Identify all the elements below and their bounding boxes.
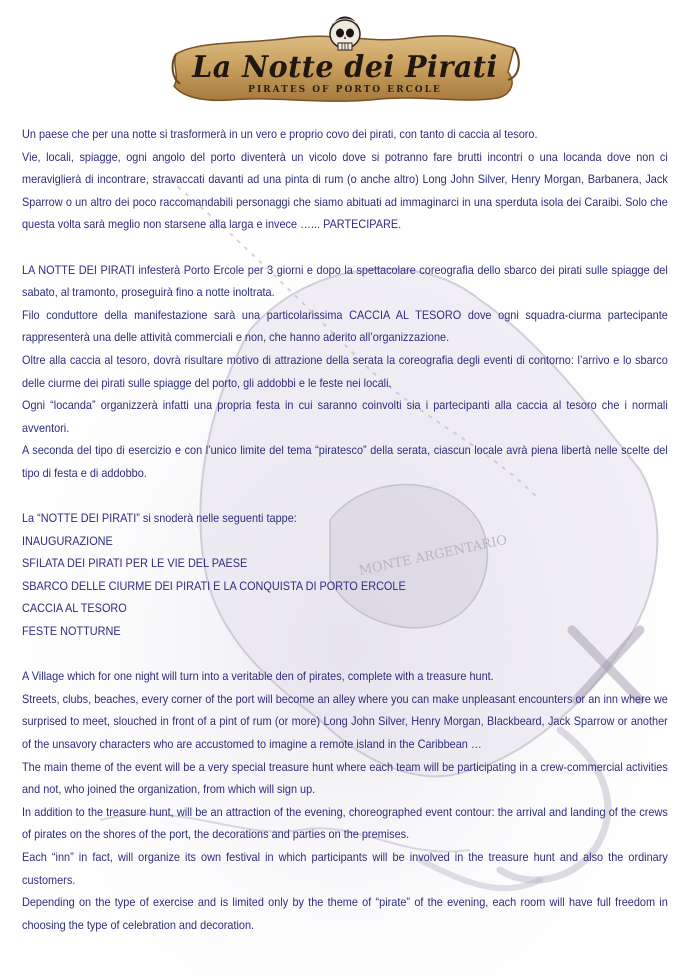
event-stage: FESTE NOTTURNE xyxy=(22,625,121,639)
paragraph: Depending on the type of exercise and is limited only by the theme of “pirate” of the evening, each room will have full freedom in choosing the type of celebration and decoration. xyxy=(22,896,668,932)
paragraph: Filo conduttore della manifestazione sarà una particolarissima CACCIA AL TESORO dove ogni squadra-ciurma partecipante rappresenterà una delle attività commerciali e non, che hanno aderito all’organizzazione. xyxy=(22,308,668,345)
paragraph: The main theme of the event will be a very special treasure hunt where each team will be participating in a crew-commercial activities and not, who joined the organization, from which will sign up. xyxy=(22,760,668,797)
event-stage: CACCIA AL TESORO xyxy=(22,602,127,616)
paragraph: A seconda del tipo di esercizio e con l’unico limite del tema “piratesco” della serata, ciascun locale avrà piena libertà nelle scelte del tipo di festa e di addobbo. xyxy=(22,444,668,480)
banner-subtitle: PIRATES OF PORTO ERCOLE xyxy=(248,85,442,95)
map-label: MONTE ARGENTARIO xyxy=(357,532,509,579)
spacer xyxy=(22,644,668,667)
spacer xyxy=(22,237,668,260)
event-stage: SBARCO DELLE CIURME DEI PIRATI E LA CONQUISTA DI PORTO ERCOLE xyxy=(22,579,406,593)
paragraph: Ogni “locanda” organizzerà infatti una propria festa in cui saranno coinvolti sia i partecipanti alla caccia al tesoro che i normali avventori. xyxy=(22,399,668,435)
event-stage: SFILATA DEI PIRATI PER LE VIE DEL PAESE xyxy=(22,557,248,571)
paragraph: Each “inn” in fact, will organize its own festival in which participants will be involved in the treasure hunt and also the ordinary customers. xyxy=(22,851,668,887)
paragraph: Oltre alla caccia al tesoro, dovrà risultare motivo di attrazione della serata la coreografia degli eventi di contorno: l’arrivo e lo sbarco delle ciurme dei pirati sulle spiagge del porto, gli addobbi e le feste nei locali. xyxy=(22,353,668,390)
paragraph: Vie, locali, spiagge, ogni angolo del porto diventerà un vicolo dove si potranno fare brutti incontri o una locanda dove non ci meraviglierà di incontrare, stravaccati davanti ad una pinta di rum (o anche altro) Long John Silver, Henry Morgan, Barbanera, Jack Sparrow o un altro dei poco raccomandabili personaggi che siamo abituati ad immaginarci in una sperduta isola dei Caraibi. Solo che questa volta sarà meglio non starsene alla larga e invece …... PARTECIPARE. xyxy=(22,150,668,232)
paragraph: La “NOTTE DEI PIRATI” si snoderà nelle seguenti tappe: xyxy=(22,512,297,526)
paragraph: LA NOTTE DEI PIRATI infesterà Porto Ercole per 3 giorni e dopo la spettacolare coreografia dello sbarco dei pirati sulle spiagge del sabato, al tramonto, proseguirà fino a notte inoltrata. xyxy=(22,263,668,300)
skull-icon xyxy=(330,17,360,51)
header-banner xyxy=(170,14,520,106)
paragraph: A Village which for one night will turn into a veritable den of pirates, complete with a treasure hunt. xyxy=(22,670,494,684)
paragraph: Un paese che per una notte si trasformerà in un vero e proprio covo dei pirati, con tanto di caccia al tesoro. xyxy=(22,128,538,141)
event-stage: INAUGURAZIONE xyxy=(22,534,113,548)
spacer xyxy=(22,486,668,509)
paragraph: In addition to the treasure hunt, will be an attraction of the evening, choreographed event contour: the arrival and landing of the crews of pirates on the shores of the port, the decorations and parties on the premises. xyxy=(22,805,668,842)
banner-title: La Notte dei Pirati xyxy=(192,50,498,85)
document-body xyxy=(22,124,668,937)
paragraph: Streets, clubs, beaches, every corner of the port will become an alley where you can make unpleasant encounters or an inn where we surprised to meet, slouched in front of a pint of rum (or more) Long John Silver, Henry Morgan, Blackbeard, Jack Sparrow or another of the unsavory characters who are accustomed to imagine a remote island in the Caribbean … xyxy=(22,692,668,752)
